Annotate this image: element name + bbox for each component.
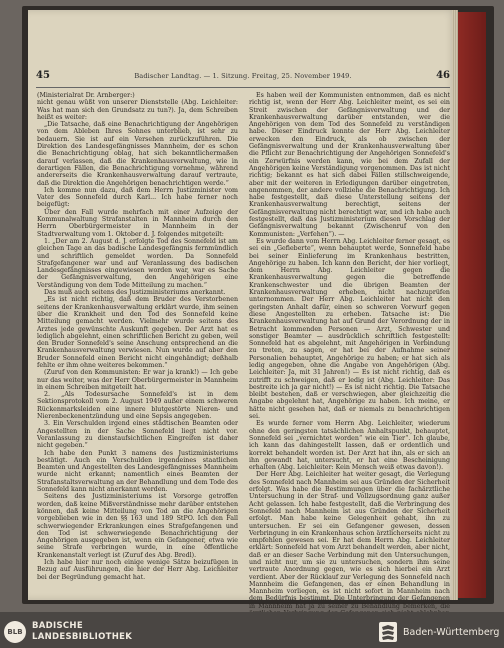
- coat-of-arms-icon: [378, 621, 398, 643]
- header-rule: [36, 87, 450, 88]
- library-name-line2: LANDESBIBLIOTHEK: [32, 631, 133, 642]
- right-column: [249, 92, 450, 610]
- book-cover-red-edge: [458, 12, 486, 598]
- paragraph: 1. „Der am 2. August d. J. erfolgte Tod des Sonnefeld ist am gleichen Tage an das badische Landesgefängnis fernmündlich und schriftlich gemeldet worden. Da Sonnefeld Strafgefangener war und auf Veranlassung des badischen Landesgefängnisses eingewiesen worden war, war es Sache der Gefängnisverwaltung, den Angehörigen eine Verständigung von dem Tode Mitteilung zu machen.“: [37, 237, 238, 289]
- paragraph: nicht genau wüßt von unserer Dienststelle (Abg. Leichleiter: Was hat man sich den Grundsatz zu tun?). Ja, dem Schreiben heißt es weiter:: [37, 99, 238, 121]
- library-name-line1: BADISCHE: [32, 621, 83, 631]
- paragraph: Über den Fall wurde mehrfach mit einer Aufzeige der Kommunalwaltung Strafanstalten in Mannheim durch den Herrn Oberbürgermeister in Mannheim in der Stadtverwaltung vom 1. Oktober d. J. folgendes mitgeteilt:: [37, 208, 238, 238]
- paragraph: Ich komme nun dazu, daß dem Herrn Justizminister vom Vater des Sonnefeld durch Karl... Ich habe ferner noch beigefügt:: [37, 186, 238, 209]
- state-name[interactable]: Baden-Württemberg: [403, 627, 500, 638]
- paragraph: Das muß auch seitens des Justizministeriums anerkannt.: [44, 289, 226, 297]
- blb-badge-text: BLB: [7, 628, 23, 636]
- running-title: Badischer Landtag. — 1. Sitzung. Freitag, 25. November 1949.: [134, 72, 352, 80]
- book-page: [28, 10, 458, 610]
- paragraph: Ich habe den Punkt 3 namens des Justizministeriums bestätigt. Auch ein Verschulden irgendeines staatlichen Beamten und Angestellten des Landesgefängnisses Mannheim wurde nicht erkannt; namentlich eines Beamten der Strafanstaltsverwaltung an der Behandlung und dem Tode des Sonnefeld kann nicht anerkannt werden.: [37, 449, 238, 494]
- paragraph: „Die Tatsache, daß eine Benachrichtigung der Angehörigen von dem Ableben Ihres Sohnes unterblieb, ist sehr zu bedauern. Sie ist auf ein Versehen zurückzuführen. Die Direktion des Landesgefängnisses Mannheim, der es schon die Benachrichtigung oblag, hat sich bekanntlichermaßen darauf verlassen, daß die Krankenhausverwaltung, wie in derartigen Fällen, die Benachrichtigung vornehme, während andererseits die Krankenhausverwaltung darauf vertraute, daß die Direktion die Angehörigen benachrichtigen werde.“: [37, 121, 238, 187]
- left-page-number: 45: [36, 70, 50, 81]
- paragraph: Es wurde ferner vom Herrn Abg. Leichleiter, wiederum ohne den geringsten tatsächlichen Anhaltspunkt, behauptet, Sonnefeld sei „vernichtet worden“ wie ein Tier“. Ich glaube, ich kann das dahingestellt lassen, daß er ordentlich und korrekt behandelt worden ist. Der Arzt hat ihn, als er sich an ihn gewandt hat, untersucht, er hat eine Bescheinigung erhalten (Abg. Leichleiter: Kein Mensch weiß etwas davon!).: [249, 420, 450, 472]
- paragraph: Der Herr Abg. Leichleiter hat weiter gesagt, die Verlegung des Sonnefeld nach Mannheim sei aus Gründen der Sicherheit erfolgt. Was habe die Bestimmungen über die fachärztliche Untersuchung in der Straf- und Vollzugsordnung ganz außer Acht gelassen. Ich habe festgestellt, daß die Verbringung des Sonnefeld nach Mannheim ist aus Gründen der Sicherheit erfolgt. Man habe keine Gelegenheit gehabt, ihn zu untersuchen. Er sei ein Gefangener gewesen, dessen Verbringung in ein Krankenhaus schon ärztlicherseits nicht zu empfehlen gewesen sei. Er hat dem Herrn Abg. Leichleiter erklärt: Sonnefeld hat vom Arzt behandelt werden, aber nicht, daß er an dieser Sache Verbindung mit den Untersuchungen, und nicht nur, um sie zu untersuchen, sondern ihm seine vertraute Anordnung gegen, wie es sich hierbei ein Arzt verdient. Aber der Rücklauf zur Verlegung des Sonnefeld nach Mannheim die Gefangenen, das er einen Behandlung in Mannheim vorliegen, es ist nicht sofort in Mannheim nach dem Bedürfnis bestimmt. Die Unterbringung der Gefangenen in Mannheim hat ja zu seiner zu Behandlung bemerken, die: [249, 471, 450, 610]
- library-name[interactable]: [32, 621, 132, 642]
- page-edges: [452, 10, 458, 600]
- paragraph: 2. „Als Todesursache Sonnefeld's ist in dem Sektionsprotokoll vom 2. August 1949 außer einem schweren Rückenmarksleiden eine innere blutgestörte Nieren- und Nierenbeckenentzündung und eine Sepsis angegeben.: [37, 391, 238, 421]
- paragraph: „Es ist nicht richtig, daß dem Bruder des Verstorbenen seitens der Krankenhausverwaltung erklärt wurde, ihm seinen über die Krankheit und den Tod des Sonnefeld keine Mitteilung gemacht werden. Vielmehr wurde seitens des Arztes jede gewünschte Auskunft gegeben. Der Arzt hat es lediglich abgelehnt, einen schriftlichen Bericht zu geben, weil den Bruder Sonnefeld's seine Anschung entsprechend an die Krankenhausverwaltung verwiesen. Nun wurde auf aber den Bruder Sonnefeld einen Bericht nicht eingehändigt; deßhalb fehlte er ihm ohne weiteres bekommen.“: [37, 296, 238, 369]
- paragraph: 3. Ein Verschulden irgend eines städtischen Beamten oder Angestellten in der Sache Sonnefeld liegt nicht vor. Veranlassung zu dienstaufsichtlichen Eingreifen ist daher nicht gegeben.“: [37, 420, 238, 450]
- paragraph: (Zuruf von den Kommunisten: Er war ja krank!) — Ich gebe nur das weiter, was der Herr Oberbürgermeister in Mannheim in einem Schreiben mitgeteilt hat.: [37, 369, 238, 391]
- paragraph: Ich habe hier nur noch einige wenige Sätze beizufügen in Bezug auf Ausführungen, die hier der Herr Abg. Leichleiter bei der Begründung gemacht hat.: [37, 559, 238, 581]
- paragraph: Es haben weil der Kommunisten entnommen, daß es nicht richtig ist, wenn der Herr Abg. Leichleiter meint, es sei ein Streit zwischen der Gefängnisverwaltung und der Krankenhausverwaltung darüber entstanden, wer die Angehörigen von dem Tod des Sonnefeld zu verständigen habe. Dieser Eindruck konnte der Herr Abg. Leichleiter erwecken den Eindruck, als ob zwischen der Gefängnisverwaltung und der Krankenhausverwaltung über die Pflicht zur Benachrichtigung der Angehörigen Sonnefeld's ein Zerwürfnis werden kann, wie bei dem Zufall der Angehörigen keine Verständigung vorgenommen. Das ist nicht richtig; bekannt es hat sich dabei Fällen stillschweigende, aber mit der weiteren in Erledigungen darüber eingetreten, angenommen, der andere vollziehe die Benachrichtigung. Ich habe festgestellt, daß diese Unterstellung seitens der Krankenhausverwaltung berechtigt, seitens der Gefängnisverwaltung nicht berechtigt war, und ich habe auch festgestellt, daß das Justizministerium diesen Vorschlag der Gefängnisverwaltung bekannt (Zwischenruf von den Kommunisten: „Verfehen“). —: [249, 92, 450, 238]
- speaker-line: (Ministerialrat Dr. Arnberger:): [37, 92, 135, 99]
- paragraph: Seitens des Justizministeriums ist Vorsorge getroffen worden, daß keine Mißverständnisse mehr darüber entstehen können, daß keine Mitteilung von Tod an die Angehörigen vorgeblieben wie in den §§ 163 und 189 StPO. Ich den Fall schwerwiegender Erkrankungen eines Strafgefangenen und den Tod ist schwerwiegende Benachrichtigung der Angehörigen ausgegeben ist, wenn ein Gefangener, etwa wie seine Strafe verbringen wurde, in eine öffentliche Krankenanstalt verlegt ist (Zuruf des Abg. Bredl).: [37, 493, 238, 559]
- paragraph: Es wurde dann vom Herrn Abg. Leichleiter ferner gesagt, es sei ein „Gefieberte“, wenn behauptet werde, Sonnefeld habe bei seiner Einlieferung im Krankenhaus bestritten, Angehörige zu haben. Ich kann den Bericht, der hier vorliegt, dem Herrn Abg. Leichleiter gegen die Krankenhausverwaltung gegen die betreffende Krankenschwester und die übrigen Beamten der Krankenhausverwaltung erheben, nicht nachzuprüfen unternommen. Der Herr Abg. Leichleiter hat nicht den geringsten Anhalt dafür, einen so schweren Vorwurf gegen diese Angestellten zu erheben. Tatsache ist: Die Krankenhausverwaltung hat auf Grund der Verordnung der in Betracht kommenden Personen — Arzt, Schwester und sonstiger Beamter — ausdrücklich schriftlich festgestellt: Sonnefeld hat es abgelehnt, mit Angehörigen in Verbindung zu treten, zu sagen, er hat bei der Aufnahme seiner Personalien behauptet, Angehörige zu haben; er hat sich als ledig angegeben, ohne die Angabe von Angehörigen (Abg. Leichleiter: Ja, mit 31 Jahren!) — Es ist nicht richtig, daß es zutrifft zu schweigen, daß er ledig ist (Abg. Leichleiter: Das bestreite ich ja gar nicht!) — Es ist nicht richtig. Die Tatsache bleibt bestehen, daß er verschwiegen, aber gleichzeitig die Angabe abgelehnt hat, Angehörige zu haben. Ich meine, er hätte nicht gesehen hat, daß er niemals zu benachrichtigen sei.: [249, 237, 450, 421]
- left-column: [37, 92, 238, 592]
- page-header: [36, 70, 450, 84]
- right-page-number: 46: [436, 70, 450, 81]
- blb-logo-icon[interactable]: [4, 621, 26, 643]
